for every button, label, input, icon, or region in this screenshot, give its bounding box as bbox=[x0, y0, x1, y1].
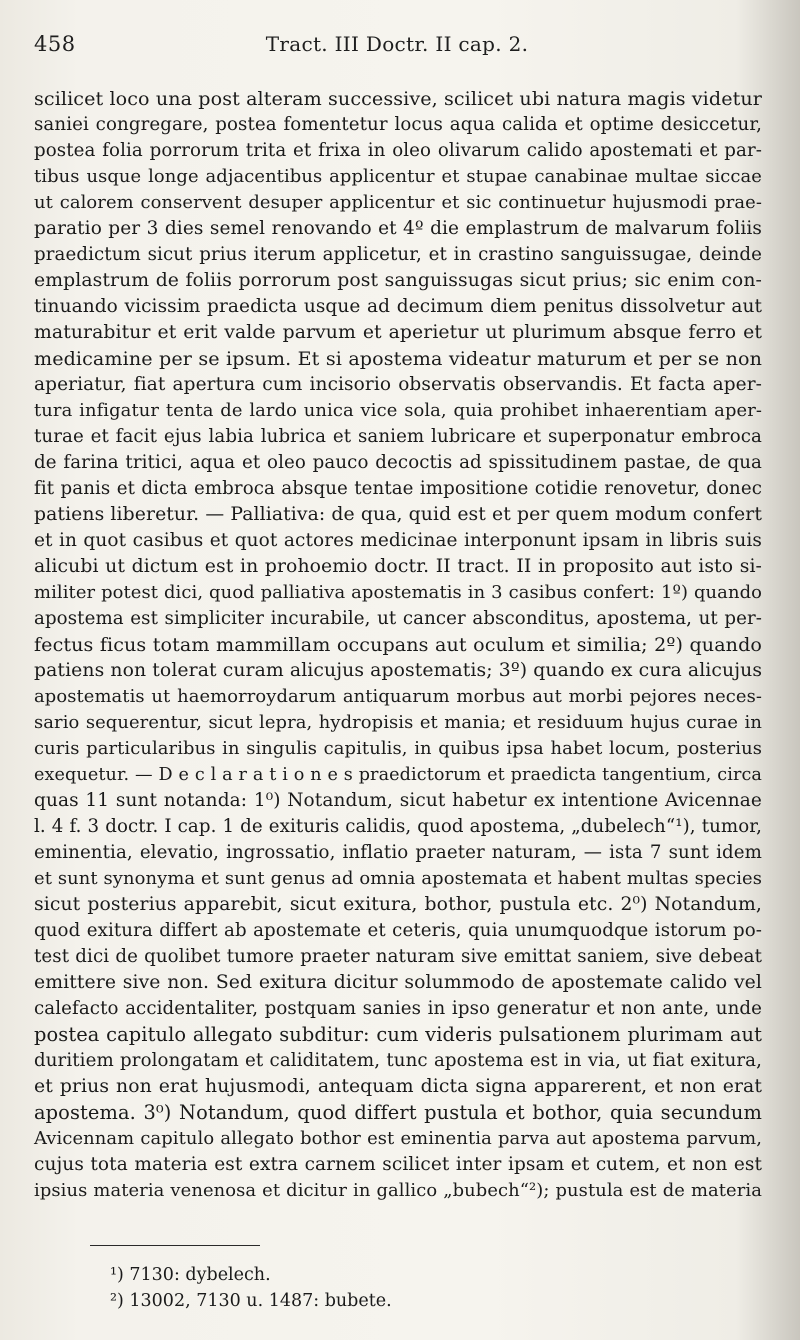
text-line: ipsius materia venenosa et dicitur in gallico „bubech“²); pustula est de materia bbox=[34, 1180, 762, 1201]
footnote-divider bbox=[90, 1245, 260, 1246]
text-line: curis particularibus in singulis capitulis, in quibus ipsa habet locum, posterius bbox=[34, 738, 762, 759]
text-line: test dici de quolibet tumore praeter naturam sive emittat saniem, sive debeat bbox=[34, 946, 762, 967]
text-line: maturabitur et erit valde parvum et aperietur ut plurimum absque ferro et bbox=[34, 322, 762, 343]
text-line: ut calorem conservent desuper applicentur et sic continuetur hujusmodi prae- bbox=[34, 192, 762, 213]
text-line: emplastrum de foliis porrorum post sanguissugas sicut prius; sic enim con- bbox=[34, 270, 762, 291]
footnote-line: ¹) 7130: dybelech. bbox=[110, 1265, 271, 1285]
page-number: 458 bbox=[34, 32, 76, 56]
running-head: Tract. III Doctr. II cap. 2. bbox=[265, 32, 529, 56]
text-line: postea capitulo allegato subditur: cum videris pulsationem plurimam aut bbox=[34, 1023, 762, 1046]
footnotes bbox=[110, 1262, 530, 1314]
text-line: apostema. 3⁰) Notandum, quod differt pustula et bothor, quia secundum bbox=[34, 1101, 762, 1124]
body-text bbox=[34, 86, 762, 1204]
text-line: et in quot casibus et quot actores medicinae interponunt ipsam in libris suis bbox=[34, 530, 762, 551]
text-line: Avicennam capitulo allegato bothor est eminentia parva aut apostema parvum, bbox=[34, 1128, 762, 1149]
text-line: praedictum sicut prius iterum applicetur, et in crastino sanguissugae, deinde bbox=[34, 244, 762, 265]
text-line: patiens liberetur. — Palliativa: de qua, quid est et per quem modum confert bbox=[34, 504, 762, 525]
text-line: de farina tritici, aqua et oleo pauco decoctis ad spissitudinem pastae, de qua bbox=[34, 452, 762, 473]
text-line: saniei congregare, postea fomentetur locus aqua calida et optime desiccetur, bbox=[34, 114, 762, 135]
text-line: quod exitura differt ab apostemate et ceteris, quia unumquodque istorum po- bbox=[34, 920, 762, 941]
text-line: quas 11 sunt notanda: 1⁰) Notandum, sicut habetur ex intentione Avicennae bbox=[34, 790, 762, 811]
text-line: sicut posterius apparebit, sicut exitura, bothor, pustula etc. 2⁰) Notandum, bbox=[34, 894, 762, 915]
text-line: turae et facit ejus labia lubrica et saniem lubricare et superponatur embroca bbox=[34, 426, 762, 447]
text-line: tura infigatur tenta de lardo unica vice sola, quia prohibet inhaerentiam aper- bbox=[34, 400, 762, 421]
text-line: fit panis et dicta embroca absque tentae impositione cotidie renovetur, donec bbox=[34, 478, 762, 499]
text-line: eminentia, elevatio, ingrossatio, inflatio praeter naturam, — ista 7 sunt idem bbox=[34, 842, 762, 863]
text-line: et prius non erat hujusmodi, antequam dicta signa apparerent, et non erat bbox=[34, 1076, 762, 1097]
text-line: cujus tota materia est extra carnem scilicet inter ipsam et cutem, et non est bbox=[34, 1154, 762, 1175]
text-line: aperiatur, fiat apertura cum incisorio observatis observandis. Et facta aper- bbox=[34, 374, 762, 395]
text-line: exequetur. — D e c l a r a t i o n e s praedictorum et praedicta tangentium, circa bbox=[34, 765, 762, 785]
text-line: apostematis ut haemorroydarum antiquarum morbus aut morbi pejores neces- bbox=[34, 686, 762, 707]
text-line: postea folia porrorum trita et frixa in oleo olivarum calido apostemati et par- bbox=[34, 140, 762, 161]
text-line: alicubi ut dictum est in prohoemio doctr. II tract. II in proposito aut isto si- bbox=[34, 556, 762, 577]
text-line: et sunt synonyma et sunt genus ad omnia apostemata et habent multas species bbox=[34, 868, 762, 889]
text-line: tibus usque longe adjacentibus applicentur et stupae canabinae multae siccae bbox=[34, 166, 762, 187]
text-line: tinuando vicissim praedicta usque ad decimum diem penitus dissolvetur aut bbox=[34, 296, 762, 317]
text-line: fectus ficus totam mammillam occupans aut oculum et similia; 2º) quando bbox=[34, 633, 762, 656]
text-line: scilicet loco una post alteram successive, scilicet ubi natura magis videtur bbox=[34, 87, 762, 110]
footnote-line: ²) 13002, 7130 u. 1487: bubete. bbox=[110, 1291, 392, 1311]
text-line: calefacto accidentaliter, postquam sanies in ipso generatur et non ante, unde bbox=[34, 998, 762, 1019]
text-line: patiens non tolerat curam alicujus apostematis; 3º) quando ex cura alicujus bbox=[34, 660, 763, 681]
text-line: duritiem prolongatam et caliditatem, tunc apostema est in via, ut fiat exitura, bbox=[34, 1050, 762, 1071]
text-line: militer potest dici, quod palliativa apostematis in 3 casibus confert: 1º) quando bbox=[34, 582, 762, 603]
text-line: apostema est simpliciter incurabile, ut cancer absconditus, apostema, ut per- bbox=[34, 608, 762, 629]
text-line: l. 4 f. 3 doctr. I cap. 1 de exituris calidis, quod apostema, „dubelech“¹), tumor, bbox=[34, 816, 762, 837]
text-line: paratio per 3 dies semel renovando et 4º die emplastrum de malvarum foliis bbox=[34, 218, 762, 239]
text-line: emittere sive non. Sed exitura dicitur solummodo de apostemate calido vel bbox=[34, 972, 762, 993]
text-line: sario sequerentur, sicut lepra, hydropisis et mania; et residuum hujus curae in bbox=[34, 712, 762, 733]
text-line: medicamine per se ipsum. Et si apostema videatur maturum et per se non bbox=[34, 347, 762, 370]
page-header bbox=[34, 32, 760, 60]
